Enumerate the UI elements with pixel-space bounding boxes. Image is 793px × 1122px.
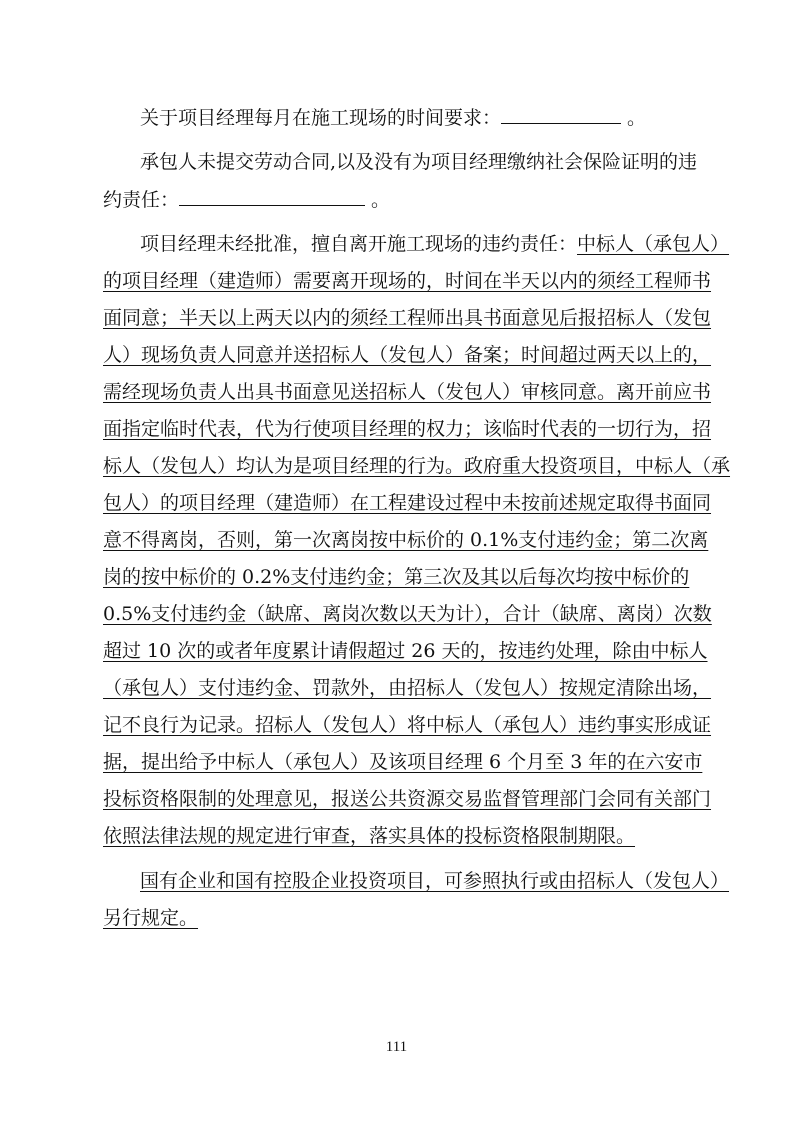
paragraph-4-line-2 bbox=[103, 906, 689, 930]
page-number: 111 bbox=[385, 1039, 408, 1055]
paragraph-3-line: 标人（发包人）均认为是项目经理的行为。政府重大投资项目，中标人（承 bbox=[103, 455, 731, 477]
paragraph-3-line: 面指定临时代表，代为行使项目经理的权力；该临时代表的一切行为，招 bbox=[103, 418, 712, 440]
paragraph-3-line: 的项目经理（建造师）需要离开现场的，时间在半天以内的须经工程师书 bbox=[103, 270, 712, 292]
paragraph-2-text: 约责任： bbox=[103, 189, 180, 211]
paragraph-3-line: 投标资格限制的处理意见，报送公共资源交易监督管理部门会同有关部门 bbox=[103, 788, 712, 810]
paragraph-1-end: 。 bbox=[621, 107, 647, 129]
paragraph-3-lead-underlined: 中标人（承包人） bbox=[577, 233, 730, 255]
paragraph-3-line: （承包人）支付违约金、罚款外，由招标人（发包人）按规定清除出场， bbox=[103, 677, 712, 699]
paragraph-1 bbox=[140, 105, 646, 130]
paragraph-3-line: 依照法律法规的规定进行审查，落实具体的投标资格限制期限。 bbox=[103, 825, 636, 847]
paragraph-3-line: 人）现场负责人同意并送招标人（发包人）备案；时间超过两天以上的， bbox=[103, 344, 712, 366]
paragraph-1-text: 关于项目经理每月在施工现场的时间要求： bbox=[140, 107, 502, 129]
blank-line bbox=[179, 187, 365, 206]
paragraph-2-end: 。 bbox=[365, 189, 391, 211]
paragraph-4-line-1: 国有企业和国有控股企业投资项目，可参照执行或由招标人（发包人） bbox=[140, 870, 730, 892]
paragraph-3-line: 据，提出给予中标人（承包人）及该项目经理 6 个月至 3 年的在六安市 bbox=[103, 751, 703, 773]
paragraph-2-line-2 bbox=[103, 187, 689, 212]
paragraph-3-line: 面同意；半天以上两天以内的须经工程师出具书面意见后报招标人（发包 bbox=[103, 307, 712, 329]
paragraph-3-line-1 bbox=[140, 232, 730, 256]
paragraph-3-line: 0.5%支付违约金（缺席、离岗次数以天为计），合计（缺席、离岗）次数 bbox=[103, 603, 712, 625]
paragraph-3-line: 记不良行为记录。招标人（发包人）将中标人（承包人）违约事实形成证 bbox=[103, 714, 712, 736]
paragraph-3-line: 岗的按中标价的 0.2%支付违约金；第三次及其以后每次均按中标价的 bbox=[103, 566, 690, 588]
paragraph-3-line: 需经现场负责人出具书面意见送招标人（发包人）审核同意。离开前应书 bbox=[103, 381, 712, 403]
paragraph-3-line: 意不得离岗，否则，第一次离岗按中标价的 0.1%支付违约金；第二次离 bbox=[103, 529, 709, 551]
paragraph-3-line: 超过 10 次的或者年度累计请假超过 26 天的，按违约处理，除由中标人 bbox=[103, 640, 708, 662]
blank-line bbox=[501, 105, 621, 124]
paragraph-3-lead: 项目经理未经批准，擅自离开施工现场的违约责任： bbox=[140, 233, 578, 255]
paragraph-2-line-1: 承包人未提交劳动合同,以及没有为项目经理缴纳社会保险证明的违 bbox=[140, 151, 698, 173]
paragraph-3-line: 包人）的项目经理（建造师）在工程建设过程中未按前述规定取得书面同 bbox=[103, 492, 712, 514]
paragraph-4-text: 另行规定。 bbox=[103, 907, 199, 929]
